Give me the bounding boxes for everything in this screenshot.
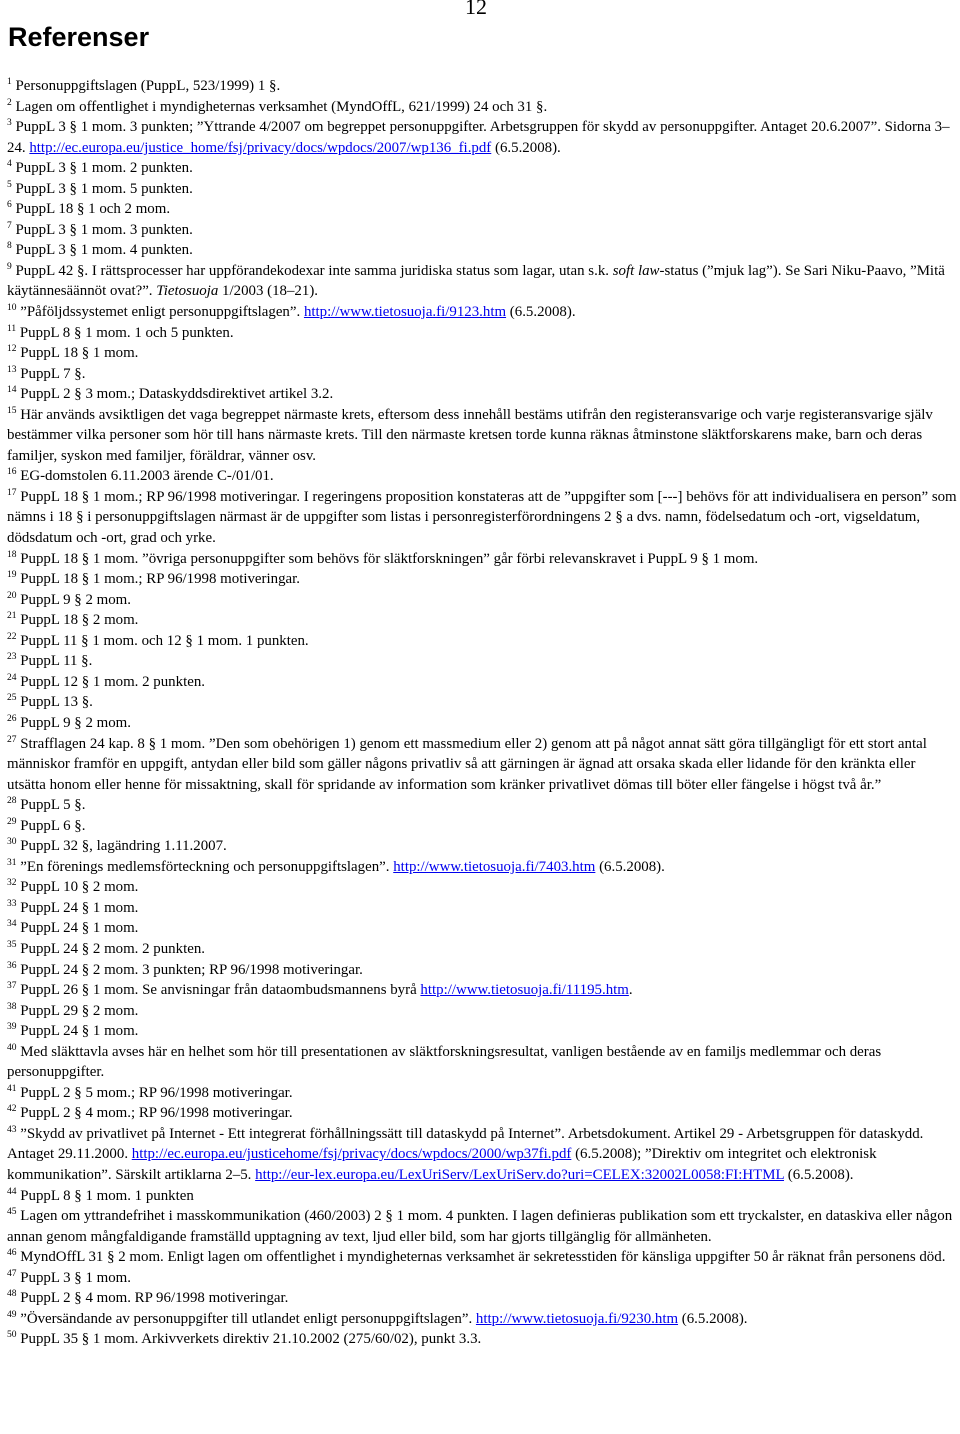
footnote [7, 1042, 957, 1083]
footnote [7, 179, 957, 200]
footnote [7, 261, 957, 302]
footnote-number: 16 [7, 467, 17, 478]
footnote-text: PuppL 24 § 1 mom. [20, 1023, 139, 1040]
footnote-number: 42 [7, 1104, 17, 1115]
footnote [7, 980, 957, 1001]
footnote-number: 50 [7, 1330, 17, 1341]
page-heading: Referenser [8, 22, 150, 52]
footnote [7, 220, 957, 241]
footnote-number: 19 [7, 570, 17, 581]
footnote-text: (6.5.2008). [506, 304, 576, 321]
footnote-text: (6.5.2008). [678, 1310, 748, 1327]
footnote-number: 33 [7, 898, 17, 909]
footnote-number: 12 [7, 344, 17, 355]
footnote-text: PuppL 3 § 1 mom. [20, 1269, 131, 1286]
footnote-number: 8 [7, 241, 12, 252]
footnote-number: 49 [7, 1309, 17, 1320]
footnote-number: 39 [7, 1022, 17, 1033]
footnote [7, 692, 957, 713]
footnote-text: PuppL 35 § 1 mom. Arkivverkets direktiv 21.10.2002 (275/60/02), punkt 3.3. [20, 1331, 482, 1348]
footnote [7, 651, 957, 672]
footnote-number: 29 [7, 816, 17, 827]
footnote-number: 22 [7, 631, 17, 642]
footnote-text: PuppL 3 § 1 mom. 4 punkten. [15, 242, 193, 259]
reference-link[interactable]: http://www.tietosuoja.fi/9123.htm [303, 304, 507, 321]
footnote-text: PuppL 5 §. [20, 797, 86, 814]
footnote [7, 569, 957, 590]
footnote [7, 1186, 957, 1207]
footnote-text: ”Påföljdssystemet enligt personuppgiftslagen”. [20, 304, 304, 321]
footnote-text: ”En förenings medlemsförteckning och personuppgiftslagen”. [20, 858, 394, 875]
footnote-number: 41 [7, 1083, 17, 1094]
footnote-number: 26 [7, 713, 17, 724]
footnote [7, 816, 957, 837]
footnote-text: PuppL 10 § 2 mom. [20, 879, 139, 896]
footnote [7, 549, 957, 570]
footnote-text: . [628, 982, 633, 999]
reference-link[interactable]: http://www.tietosuoja.fi/9230.htm [475, 1310, 679, 1327]
footnote [7, 672, 957, 693]
footnote [7, 199, 957, 220]
footnote-number: 3 [7, 118, 12, 129]
footnote-text: PuppL 29 § 2 mom. [20, 1002, 139, 1019]
footnote [7, 960, 957, 981]
footnote-text: -status (”mjuk lag”). Se Sari Niku-Paavo, ”Mitä käytännesäännöt ovat?”. [7, 262, 945, 300]
footnote [7, 857, 957, 878]
footnote [7, 610, 957, 631]
footnote [7, 1083, 957, 1104]
footnote-text: PuppL 9 § 2 mom. [20, 714, 131, 731]
footnote-number: 5 [7, 179, 12, 190]
footnote-text: PuppL 2 § 4 mom.; RP 96/1998 motiveringar. [20, 1105, 293, 1122]
footnote-text: PuppL 6 §. [20, 817, 86, 834]
footnote [7, 343, 957, 364]
footnote [7, 158, 957, 179]
footnote-text: (6.5.2008). [595, 858, 665, 875]
footnote-text: PuppL 24 § 2 mom. 3 punkten; RP 96/1998 motiveringar. [20, 961, 363, 978]
footnote [7, 1103, 957, 1124]
footnote-number: 43 [7, 1124, 17, 1135]
footnote-text: Strafflagen 24 kap. 8 § 1 mom. ”Den som obehörigen 1) genom ett massmedium eller 2) genom att på något annat sätt göra tillgängligt för ett stort antal människor framför en uppgift, antydan eller bild som gäller någons privatliv så att gärningen är ägnad att orsaka skada eller lidande för den kränkta eller utsätta honom eller henne för missaktning, skall för spridande av information som kränker privatlivet dömas till böter eller fängelse i högst två år.” [7, 735, 927, 793]
reference-link[interactable]: http://eur-lex.europa.eu/LexUriServ/LexUriServ.do?uri=CELEX:32002L0058:FI:HTML [255, 1166, 785, 1183]
footnote [7, 1124, 957, 1186]
footnote-text: PuppL 3 § 1 mom. 3 punkten. [15, 221, 193, 238]
footnote-number: 40 [7, 1042, 17, 1053]
footnote-number: 2 [7, 97, 12, 108]
footnote-text: PuppL 11 §. [20, 653, 93, 670]
footnote-number: 18 [7, 549, 17, 560]
footnote-number: 34 [7, 919, 17, 930]
footnote [7, 877, 957, 898]
page-number: 12 [465, 0, 487, 19]
footnote-number: 15 [7, 405, 17, 416]
footnote-text: PuppL 11 § 1 mom. och 12 § 1 mom. 1 punkten. [20, 632, 309, 649]
footnote [7, 487, 957, 549]
footnote [7, 1288, 957, 1309]
footnote-number: 35 [7, 939, 17, 950]
footnote-number: 47 [7, 1268, 17, 1279]
footnote [7, 631, 957, 652]
footnote-text: PuppL 7 §. [20, 365, 86, 382]
footnote-text: (6.5.2008); ”Direktiv om integritet och elektronisk kommunikation”. Särskilt artiklarna 2–5. [7, 1146, 877, 1183]
footnote-number: 9 [7, 261, 12, 272]
footnote-number: 44 [7, 1186, 17, 1197]
footnote-number: 21 [7, 611, 17, 622]
footnote [7, 97, 957, 118]
footnote [7, 918, 957, 939]
footnote [7, 240, 957, 261]
footnote [7, 1268, 957, 1289]
footnote-text: ”Skydd av privatlivet på Internet - Ett integrerat förhållningssätt till dataskydd på Internet”. Arbetsdokument. Artikel 29 - Arbetsgruppen för dataskydd. Antaget 29.11.2000. [7, 1125, 924, 1163]
footnote [7, 323, 957, 344]
footnote-text: PuppL 18 § 1 och 2 mom. [15, 201, 171, 218]
footnote-number: 13 [7, 364, 17, 375]
footnote-number: 23 [7, 652, 17, 663]
footnote-text: PuppL 12 § 1 mom. 2 punkten. [20, 673, 205, 690]
footnote-text: PuppL 18 § 1 mom. ”övriga personuppgifter som behövs för släktforskningen” går förbi relevanskravet i PuppL 9 § 1 mom. [20, 550, 759, 567]
footnote-number: 48 [7, 1289, 17, 1300]
footnote-text: ”Översändande av personuppgifter till utlandet enligt personuppgiftslagen”. [20, 1310, 476, 1327]
footnote-text: PuppL 24 § 1 mom. [20, 899, 139, 916]
footnote [7, 466, 957, 487]
footnote-text: PuppL 2 § 5 mom.; RP 96/1998 motiveringar. [20, 1084, 293, 1101]
footnote-number: 6 [7, 200, 12, 211]
footnote-text: PuppL 9 § 2 mom. [20, 591, 131, 608]
footnote-text: Med släkttavla avses här en helhet som hör till presentationen av släktforskningsresultat, vanligen bestående av en familjs medlemmar och deras personuppgifter. [7, 1043, 882, 1081]
footnote [7, 364, 957, 385]
footnote-text: Personuppgiftslagen (PuppL, 523/1999) 1 §. [15, 78, 281, 94]
reference-link[interactable]: http://www.tietosuoja.fi/11195.htm [420, 982, 629, 999]
footnote [7, 590, 957, 611]
footnote-number: 4 [7, 159, 12, 170]
footnote-text: PuppL 18 § 1 mom.; RP 96/1998 motiveringar. [20, 571, 300, 588]
footnote-text: PuppL 3 § 1 mom. 3 punkten; ”Yttrande 4/2007 om begreppet personuppgifter. Arbetsgruppen för skydd av personuppgifter. Antaget 20.6.2007”. Sidorna 3–24. [7, 119, 950, 156]
footnote-list [7, 76, 957, 1350]
footnote-text: PuppL 24 § 2 mom. 2 punkten. [20, 940, 205, 957]
footnote-text: MyndOffL 31 § 2 mom. Enligt lagen om offentlighet i myndigheternas verksamhet är sekretesstiden för känsliga uppgifter 50 år räknat från personens död. [20, 1249, 946, 1266]
footnote-number: 38 [7, 1001, 17, 1012]
footnote-text: PuppL 18 § 1 mom.; RP 96/1998 motiveringar. I regeringens proposition konstateras att de ”uppgifter som [---] behövs för att individualisera en person” som nämns i 18 § i personuppgiftslagen närmast är de uppgifter som listas i personregisterförordningens 2 § a dvs. namn, födelsedatum och -ort, vigseldatum, dödsdatum och -ort, grad och yrke. [7, 488, 957, 547]
footnote-text: 1/2003 (18–21). [218, 283, 319, 300]
footnote-number: 1 [7, 77, 12, 87]
footnote [7, 117, 957, 158]
footnote [7, 302, 957, 323]
footnote-italic-text: soft law [612, 262, 660, 279]
footnote-text: PuppL 13 §. [20, 694, 93, 711]
footnote-text: PuppL 26 § 1 mom. Se anvisningar från dataombudsmannens byrå [20, 982, 421, 999]
footnote-text: Här används avsiktligen det vaga begreppet närmaste krets, eftersom dess innehåll bestäms utifrån den registeransvarige och varje registeransvarige själv bestämmer vilka personer som hör till hans närmaste krets. Till den närmaste kretsen torde kunna räknas åtminstone släktforskarens make, barn och deras familjer, syskon med familjer, föräldrar, vänner osv. [7, 406, 933, 464]
footnote-number: 20 [7, 590, 17, 601]
footnote-text: PuppL 3 § 1 mom. 5 punkten. [15, 180, 193, 197]
footnote-number: 36 [7, 960, 17, 971]
footnote-number: 14 [7, 385, 17, 396]
footnote-number: 7 [7, 220, 12, 231]
footnote-text: PuppL 32 §, lagändring 1.11.2007. [20, 838, 227, 855]
footnote [7, 76, 957, 97]
footnote-text: PuppL 2 § 4 mom. RP 96/1998 motiveringar. [20, 1290, 289, 1307]
footnote-text: PuppL 3 § 1 mom. 2 punkten. [15, 160, 193, 177]
footnote [7, 1206, 957, 1247]
footnote [7, 1329, 957, 1350]
footnote [7, 405, 957, 467]
footnote [7, 1021, 957, 1042]
footnote-number: 30 [7, 837, 17, 848]
footnote-number: 37 [7, 981, 17, 992]
footnote [7, 1309, 957, 1330]
footnote-text: Lagen om offentlighet i myndigheternas verksamhet (MyndOffL, 621/1999) 24 och 31 §. [15, 98, 548, 115]
footnote-number: 45 [7, 1207, 17, 1218]
footnote-number: 17 [7, 487, 17, 498]
footnote-text: EG-domstolen 6.11.2003 ärende C-/01/01. [20, 468, 274, 485]
footnote-number: 10 [7, 303, 17, 314]
footnote-number: 25 [7, 693, 17, 704]
footnote [7, 1001, 957, 1022]
footnote-text: Lagen om yttrandefrihet i masskommunikation (460/2003) 2 § 1 mom. 4 punkten. I lagen definieras publikation som ett tryckalster, en dataskiva eller någon annan genom mångfaldigande framställd upptagning av text, ljud eller bild, som har gjorts tillgänglig för allmänheten. [7, 1208, 953, 1245]
footnote [7, 734, 957, 796]
footnote [7, 898, 957, 919]
footnote [7, 384, 957, 405]
footnote-text: (6.5.2008). [491, 139, 561, 156]
footnote-text: PuppL 8 § 1 mom. 1 och 5 punkten. [19, 324, 234, 341]
footnote-number: 11 [7, 323, 17, 334]
footnote-text: (6.5.2008). [784, 1166, 854, 1183]
footnote [7, 836, 957, 857]
footnote [7, 1247, 957, 1268]
footnote-number: 27 [7, 734, 17, 745]
footnote-number: 32 [7, 878, 17, 889]
footnote-text: PuppL 42 §. I rättsprocesser har uppförandekodexar inte samma juridiska status som lagar, utan s.k. [15, 262, 613, 279]
footnote-text: PuppL 8 § 1 mom. 1 punkten [20, 1187, 194, 1204]
reference-link[interactable]: http://www.tietosuoja.fi/7403.htm [393, 858, 596, 875]
footnote-text: PuppL 18 § 1 mom. [20, 345, 139, 362]
footnote-number: 24 [7, 672, 17, 683]
footnote-number: 46 [7, 1248, 17, 1259]
footnote-number: 31 [7, 857, 17, 868]
reference-link[interactable]: http://ec.europa.eu/justice_home/fsj/privacy/docs/wpdocs/2007/wp136_fi.pdf [29, 139, 492, 156]
footnote-text: PuppL 18 § 2 mom. [20, 612, 139, 629]
footnote [7, 713, 957, 734]
footnote-italic-text: Tietosuoja [156, 283, 219, 300]
footnote [7, 939, 957, 960]
footnote [7, 795, 957, 816]
reference-link[interactable]: http://ec.europa.eu/justicehome/fsj/privacy/docs/wpdocs/2000/wp37fi.pdf [131, 1146, 572, 1163]
footnote-text: PuppL 24 § 1 mom. [20, 920, 139, 937]
footnote-text: PuppL 2 § 3 mom.; Dataskyddsdirektivet artikel 3.2. [20, 386, 334, 403]
footnote-number: 28 [7, 796, 17, 807]
